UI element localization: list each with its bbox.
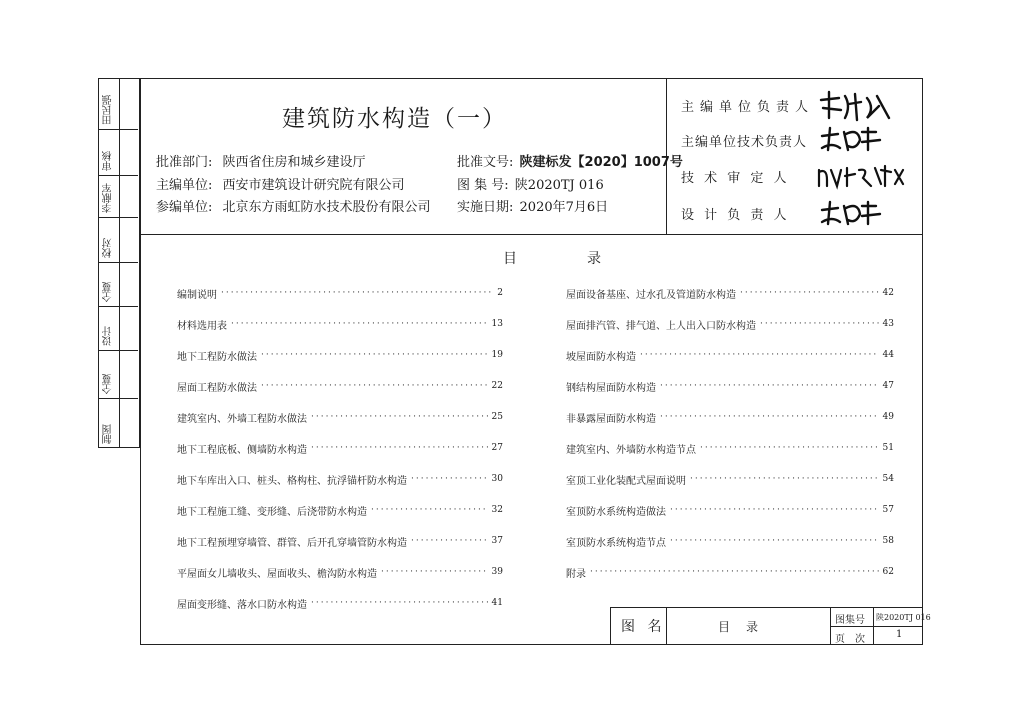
toc-item-title: 室顶防水系统构造做法 [566, 506, 666, 518]
toc-item[interactable] [177, 439, 503, 457]
toc-item-page: 51 [882, 443, 894, 453]
signature-3 [815, 160, 907, 192]
toc-item-page: 27 [491, 443, 503, 453]
toc-item-page: 30 [491, 474, 503, 484]
toc-leader-dots [311, 443, 488, 453]
toc-item-title: 建筑室内、外墙工程防水做法 [177, 413, 307, 425]
approval-department-value: 陕西省住房和城乡建设厅 [222, 155, 366, 170]
toc-item[interactable] [177, 594, 503, 612]
resp-technical-reviewer: 技 术 审 定 人 [681, 171, 790, 186]
toc-item-page: 62 [882, 567, 894, 577]
toc-item-page: 25 [491, 412, 503, 422]
toc-item-title: 地下车库出入口、桩头、格构柱、抗浮锚杆防水构造 [177, 475, 407, 487]
toc-item[interactable] [177, 315, 503, 333]
toc-item[interactable] [566, 377, 894, 395]
toc-leader-dots [221, 288, 493, 298]
toc-item-title: 地下工程防水做法 [177, 351, 257, 363]
toc-item[interactable] [566, 284, 894, 302]
signature-1 [815, 88, 895, 124]
atlas-number-value: 陕2020TJ 016 [514, 178, 604, 193]
toc-item[interactable] [566, 532, 894, 550]
approval-strip-label: 设计 [103, 326, 114, 346]
toc-item[interactable] [177, 377, 503, 395]
toc-item-page: 19 [491, 350, 503, 360]
toc-item-title: 屋面变形缝、落水口防水构造 [177, 599, 307, 611]
approval-number-label: 批准文号: [457, 155, 514, 170]
toc-item[interactable] [566, 563, 894, 581]
toc-item-title: 地下工程施工缝、变形缝、后浇带防水构造 [177, 506, 367, 518]
toc-leader-dots [371, 505, 488, 515]
toc-item-title: 材料选用表 [177, 320, 227, 332]
approval-strip-label: 审核 [103, 151, 114, 171]
toc-leader-dots [381, 567, 488, 577]
toc-item[interactable] [566, 501, 894, 519]
resp-chief-unit-tech-head: 主编单位技术负责人 [681, 135, 808, 150]
approval-department [156, 151, 366, 170]
toc-item[interactable] [566, 408, 894, 426]
toc-item[interactable] [177, 532, 503, 550]
toc-leader-dots [660, 381, 879, 391]
toc-leader-dots [231, 319, 488, 329]
toc-item-title: 室顶防水系统构造节点 [566, 537, 666, 549]
effective-date-value: 2020年7月6日 [519, 200, 609, 215]
toc-item-title: 室顶工业化装配式屋面说明 [566, 475, 686, 487]
title-block-name-value: 目 录 [718, 620, 761, 634]
toc-item[interactable] [177, 284, 503, 302]
toc-item-page: 58 [882, 536, 894, 546]
effective-date-label: 实施日期: [457, 200, 514, 215]
approval-strip-label: 田民强 [103, 95, 114, 125]
toc-leader-dots [760, 319, 879, 329]
toc-item[interactable] [566, 346, 894, 364]
toc-item-page: 37 [491, 536, 503, 546]
approval-number-value: 陕建标发【2020】1007号 [519, 155, 683, 170]
title-block-page-label: 页 次 [835, 634, 865, 645]
toc-leader-dots [670, 536, 879, 546]
chief-editor-unit-label: 主编单位: [156, 178, 213, 193]
chief-editor-unit [156, 174, 405, 193]
chief-editor-unit-value: 西安市建筑设计研究院有限公司 [222, 178, 405, 193]
toc-leader-dots [261, 350, 488, 360]
co-editor-unit [156, 196, 431, 215]
toc-item-title: 附录 [566, 568, 586, 580]
co-editor-unit-label: 参编单位: [156, 200, 213, 215]
toc-item-title: 平屋面女儿墙收头、屋面收头、檐沟防水构造 [177, 568, 377, 580]
toc-item[interactable] [566, 315, 894, 333]
toc-item-page: 44 [882, 350, 894, 360]
toc-item[interactable] [177, 501, 503, 519]
title-block-divider [830, 626, 923, 627]
toc-item-title: 坡屋面防水构造 [566, 351, 636, 363]
toc-item-page: 32 [491, 505, 503, 515]
toc-leader-dots [590, 567, 879, 577]
title-block-divider [666, 607, 667, 645]
toc-item-title: 钢结构屋面防水构造 [566, 382, 656, 394]
toc-item-title: 屋面工程防水做法 [177, 382, 257, 394]
header-divider [140, 234, 923, 235]
toc-leader-dots [670, 505, 879, 515]
toc-leader-dots [311, 412, 488, 422]
toc-item-title: 非暴露屋面防水构造 [566, 413, 656, 425]
approval-strip-label: 李献军 [103, 183, 114, 213]
toc-item-page: 57 [882, 505, 894, 515]
effective-date [457, 196, 608, 215]
toc-leader-dots [411, 536, 488, 546]
toc-leader-dots [411, 474, 488, 484]
page-title: 建筑防水构造（一） [282, 106, 507, 132]
toc-item-title: 屋面设备基座、过水孔及管道防水构造 [566, 289, 736, 301]
toc-item[interactable] [566, 439, 894, 457]
resp-design-head: 设 计 负 责 人 [681, 208, 790, 223]
title-block-name-label: 图 名 [621, 619, 666, 635]
toc-item-page: 47 [882, 381, 894, 391]
toc-item[interactable] [177, 470, 503, 488]
approval-number [457, 151, 683, 170]
toc-heading: 目 录 [503, 251, 629, 267]
toc-item[interactable] [566, 470, 894, 488]
toc-leader-dots [640, 350, 879, 360]
toc-item-title: 建筑室内、外墙防水构造节点 [566, 444, 696, 456]
signature-4 [818, 196, 888, 228]
toc-item-page: 22 [491, 381, 503, 391]
atlas-number-label: 图 集 号: [457, 178, 509, 193]
approval-department-label: 批准部门: [156, 155, 213, 170]
toc-leader-dots [740, 288, 879, 298]
toc-item[interactable] [177, 408, 503, 426]
atlas-number [457, 174, 604, 193]
approval-strip-label: 校对 [103, 238, 114, 258]
toc-leader-dots [700, 443, 879, 453]
toc-item-page: 43 [882, 319, 894, 329]
resp-chief-unit-head: 主编单位负责人 [681, 100, 815, 115]
signature-2 [818, 122, 888, 154]
toc-item-page: 13 [491, 319, 503, 329]
co-editor-unit-value: 北京东方雨虹防水技术股份有限公司 [222, 200, 431, 215]
approval-strip-label: 仝蔓 [103, 374, 114, 394]
toc-leader-dots [311, 598, 488, 608]
toc-item-page: 49 [882, 412, 894, 422]
toc-leader-dots [261, 381, 488, 391]
title-block-atlas-label: 图集号 [835, 615, 865, 626]
title-block-atlas-value: 陕2020TJ 016 [876, 613, 931, 622]
approval-strip-label: 仝蔓 [103, 282, 114, 302]
toc-item[interactable] [177, 346, 503, 364]
approval-strip-label: 制图 [103, 424, 114, 444]
toc-item-title: 地下工程预埋穿墙管、群管、后开孔穿墙管防水构造 [177, 537, 407, 549]
toc-item-title: 地下工程底板、侧墙防水构造 [177, 444, 307, 456]
toc-item-page: 54 [882, 474, 894, 484]
toc-item-page: 41 [491, 598, 503, 608]
toc-item-page: 42 [882, 288, 894, 298]
toc-leader-dots [660, 412, 879, 422]
toc-item-title: 屋面排汽管、排气道、上人出入口防水构造 [566, 320, 756, 332]
toc-item-title: 编制说明 [177, 289, 217, 301]
toc-item-page: 39 [491, 567, 503, 577]
title-block-page-value: 1 [896, 629, 903, 640]
toc-leader-dots [690, 474, 879, 484]
toc-item[interactable] [177, 563, 503, 581]
toc-item-page: 2 [497, 288, 503, 298]
